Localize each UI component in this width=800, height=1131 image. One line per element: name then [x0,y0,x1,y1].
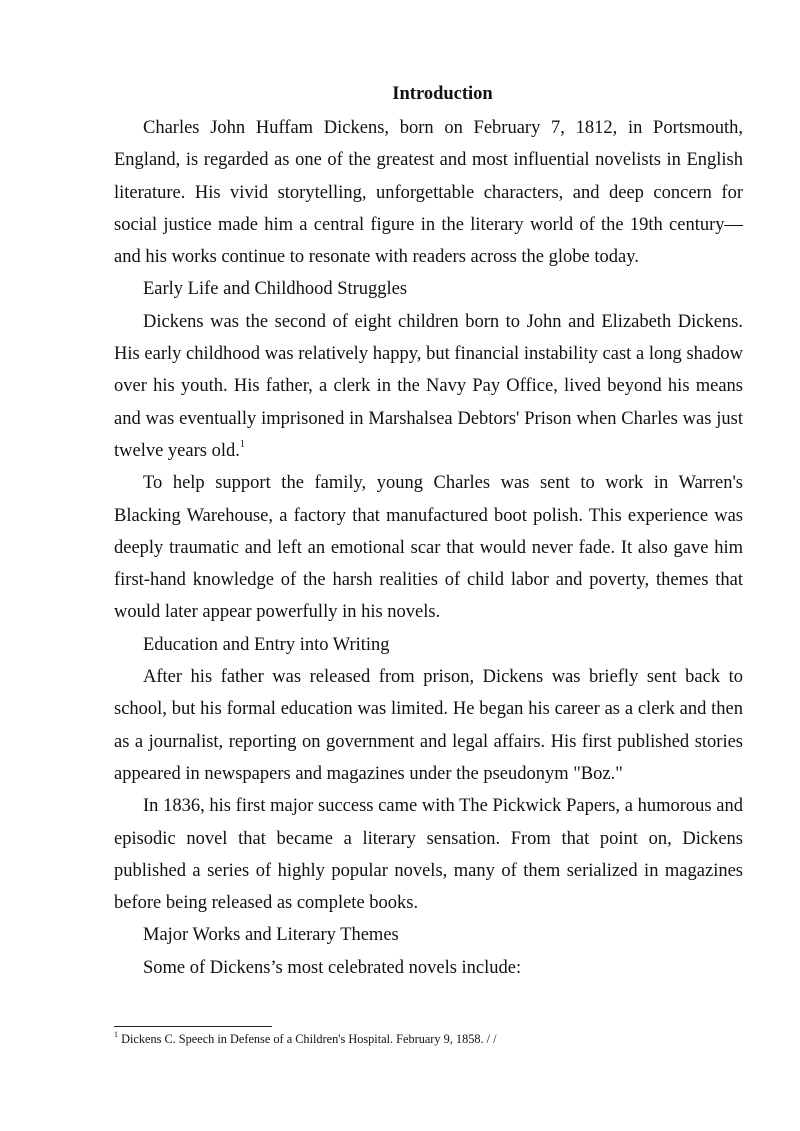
footnote-number: 1 [114,1029,118,1039]
paragraph-childhood [114,306,743,467]
paragraph-education: After his father was released from prison, Dickens was briefly sent back to school, but his formal education was limited. He began his career as a clerk and then as a journalist, reporting on government and legal affairs. His first published stories appeared in newspapers and magazines under the pseudonym "Boz." [114,667,743,784]
section-heading-early-life: Early Life and Childhood Struggles [143,279,408,300]
paragraph-warehouse: To help support the family, young Charles was sent to work in Warren's Blacking Warehouse, a factory that manufactured boot polish. This experience was deeply traumatic and left an emotional scar that would never fade. It also gave him first-hand knowledge of the harsh realities of child labor and poverty, themes that would later appear powerfully in his novels. [114,473,743,623]
footnote-text: Dickens C. Speech in Defense of a Children's Hospital. February 9, 1858. / / [121,1032,497,1046]
paragraph-novels-intro: Some of Dickens’s most celebrated novels include: [143,957,522,978]
paragraph-childhood-text: Dickens was the second of eight children born to John and Elizabeth Dickens. His early childhood was relatively happy, but financial instability cast a long shadow over his youth. His father, a clerk in the Navy Pay Office, lived beyond his means and was eventually imprisoned in Marshalsea Debtors' Prison when Charles was just twelve years old. [114,311,743,461]
paragraph-pickwick: In 1836, his first major success came with The Pickwick Papers, a humorous and episodic novel that became a literary sensation. From that point on, Dickens published a series of highly popular novels, many of them serialized in magazines before being released as complete books. [114,796,743,914]
section-heading-education: Education and Entry into Writing [143,634,390,655]
footnote-divider [114,1026,272,1027]
document-body [114,80,743,984]
section-heading-major-works: Major Works and Literary Themes [143,925,399,946]
paragraph-intro: Charles John Huffam Dickens, born on February 7, 1812, in Portsmouth, England, is regarded as one of the greatest and most influential novelists in English literature. His vivid storytelling, unforgettable characters, and deep concern for social justice made him a central figure in the literary world of the 19th century—and his works continue to resonate with readers across the globe today. [114,118,743,268]
footnote [114,1031,743,1047]
footnote-reference: 1 [239,438,245,450]
page-title: Introduction [392,84,493,104]
